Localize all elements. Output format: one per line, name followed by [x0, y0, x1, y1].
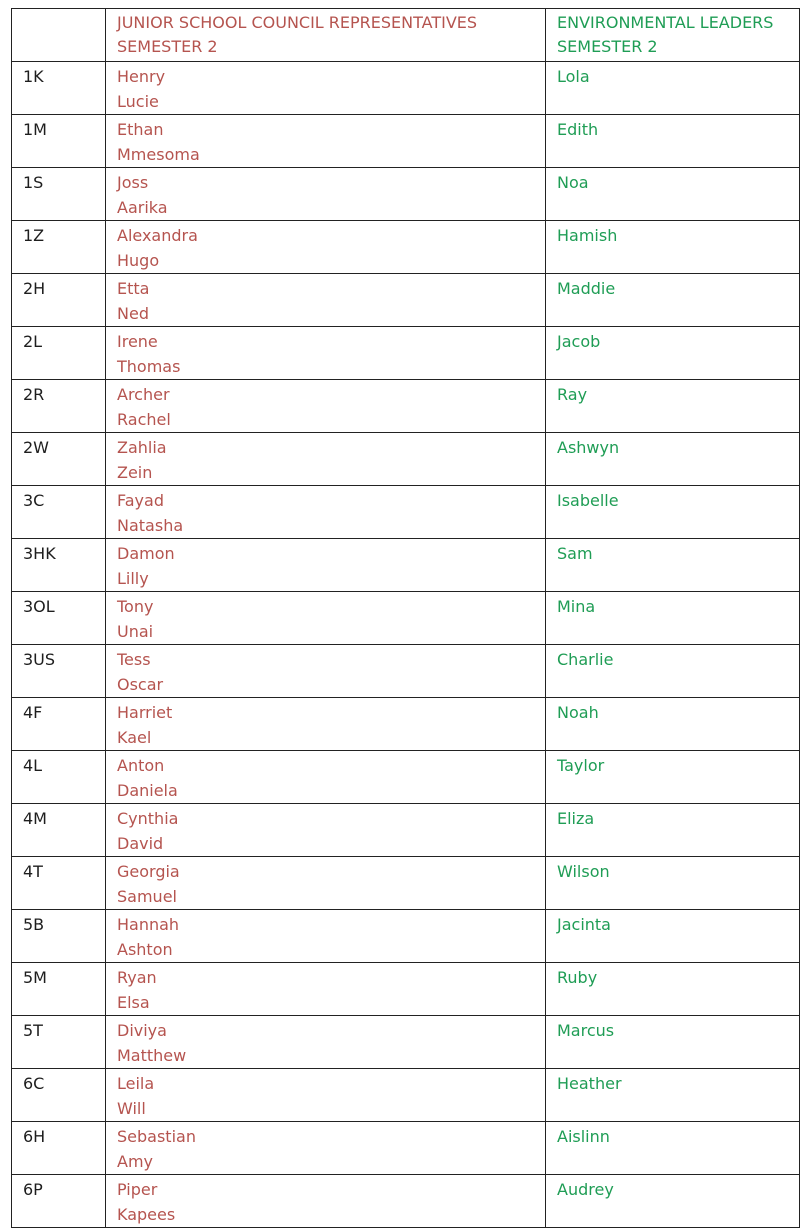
environmental-leader-name: Wilson: [557, 862, 610, 881]
council-cell: [106, 327, 546, 380]
class-cell: [12, 62, 106, 115]
class-cell: [12, 274, 106, 327]
council-representative-name: Diviya: [117, 1021, 167, 1040]
council-cell: [106, 115, 546, 168]
council-representative-name: Daniela: [117, 781, 178, 800]
class-name: 3HK: [23, 544, 56, 563]
council-cell: [106, 645, 546, 698]
environmental-leader-name: Maddie: [557, 279, 616, 298]
class-cell: [12, 698, 106, 751]
council-representative-name: Hannah: [117, 915, 180, 934]
council-cell: [106, 274, 546, 327]
class-cell: [12, 804, 106, 857]
council-cell: [106, 1175, 546, 1228]
council-representative-name: Amy: [117, 1152, 153, 1171]
env-cell: [546, 380, 800, 433]
class-cell: [12, 1122, 106, 1175]
council-representative-name: Tess: [117, 650, 151, 669]
class-cell: [12, 380, 106, 433]
environmental-leader-name: Ashwyn: [557, 438, 620, 457]
class-name: 1Z: [23, 226, 45, 245]
council-cell: [106, 698, 546, 751]
council-representative-name: Irene: [117, 332, 158, 351]
council-representative-name: Thomas: [117, 357, 181, 376]
class-name: 2R: [23, 385, 45, 404]
council-representative-name: Samuel: [117, 887, 177, 906]
council-cell: [106, 910, 546, 963]
table-row: [12, 1069, 800, 1122]
council-cell: [106, 221, 546, 274]
council-representative-name: Elsa: [117, 993, 150, 1012]
env-cell: [546, 910, 800, 963]
class-cell: [12, 963, 106, 1016]
council-representative-name: Aarika: [117, 198, 168, 217]
env-cell: [546, 698, 800, 751]
council-representative-name: Etta: [117, 279, 150, 298]
class-name: 2W: [23, 438, 49, 457]
table-row: [12, 327, 800, 380]
class-cell: [12, 115, 106, 168]
env-cell: [546, 115, 800, 168]
class-name: 5T: [23, 1021, 43, 1040]
council-representative-name: Cynthia: [117, 809, 179, 828]
table-row: [12, 1122, 800, 1175]
council-representative-name: Leila: [117, 1074, 155, 1093]
class-cell: [12, 1016, 106, 1069]
class-cell: [12, 751, 106, 804]
council-cell: [106, 168, 546, 221]
council-representative-name: Tony: [117, 597, 154, 616]
council-cell: [106, 539, 546, 592]
class-cell: [12, 592, 106, 645]
table-row: [12, 486, 800, 539]
class-name: 3OL: [23, 597, 55, 616]
env-cell: [546, 1175, 800, 1228]
council-representative-name: Matthew: [117, 1046, 187, 1065]
council-representative-name: Ned: [117, 304, 149, 323]
class-name: 5M: [23, 968, 47, 987]
council-representative-name: Will: [117, 1099, 146, 1118]
council-representative-name: Lilly: [117, 569, 149, 588]
council-representative-name: Rachel: [117, 410, 171, 429]
environmental-leader-name: Noah: [557, 703, 599, 722]
environmental-leader-name: Jacinta: [557, 915, 611, 934]
env-cell: [546, 592, 800, 645]
table-row: [12, 963, 800, 1016]
council-representative-name: Lucie: [117, 92, 159, 111]
class-name: 4F: [23, 703, 43, 722]
class-name: 3US: [23, 650, 56, 669]
council-cell: [106, 1122, 546, 1175]
class-name: 4M: [23, 809, 47, 828]
table-row: [12, 168, 800, 221]
council-representative-name: Damon: [117, 544, 175, 563]
env-cell: [546, 963, 800, 1016]
environmental-leader-name: Heather: [557, 1074, 622, 1093]
env-cell: [546, 804, 800, 857]
council-cell: [106, 1069, 546, 1122]
table-row: [12, 1175, 800, 1228]
environmental-leader-name: Isabelle: [557, 491, 619, 510]
table-row: [12, 751, 800, 804]
council-cell: [106, 380, 546, 433]
class-name: 6P: [23, 1180, 43, 1199]
council-representative-name: Ryan: [117, 968, 157, 987]
council-cell: [106, 857, 546, 910]
council-representative-name: Georgia: [117, 862, 180, 881]
env-cell: [546, 62, 800, 115]
environmental-leader-name: Sam: [557, 544, 593, 563]
environmental-leader-name: Hamish: [557, 226, 618, 245]
class-cell: [12, 168, 106, 221]
table-row: [12, 910, 800, 963]
env-cell: [546, 645, 800, 698]
env-cell: [546, 168, 800, 221]
table-body: [12, 9, 800, 1228]
council-representative-name: David: [117, 834, 164, 853]
environmental-leader-name: Noa: [557, 173, 589, 192]
council-representative-name: Zein: [117, 463, 153, 482]
table-row: [12, 857, 800, 910]
environmental-leader-name: Marcus: [557, 1021, 615, 1040]
env-cell: [546, 857, 800, 910]
class-name: 5B: [23, 915, 45, 934]
environmental-leader-name: Mina: [557, 597, 596, 616]
header-env-cell: [546, 9, 800, 62]
council-heading-line-1: JUNIOR SCHOOL COUNCIL REPRESENTATIVES: [117, 13, 478, 32]
council-representative-name: Piper: [117, 1180, 158, 1199]
table-row: [12, 539, 800, 592]
environmental-leader-name: Ray: [557, 385, 588, 404]
environmental-leader-name: Ruby: [557, 968, 598, 987]
class-name: 6C: [23, 1074, 45, 1093]
class-cell: [12, 327, 106, 380]
class-cell: [12, 910, 106, 963]
council-representative-name: Natasha: [117, 516, 184, 535]
environmental-leader-name: Lola: [557, 67, 590, 86]
class-cell: [12, 857, 106, 910]
environmental-leader-name: Eliza: [557, 809, 595, 828]
class-name: 1M: [23, 120, 47, 139]
council-cell: [106, 963, 546, 1016]
council-cell: [106, 486, 546, 539]
header-class-cell: [12, 9, 106, 62]
council-cell: [106, 433, 546, 486]
table-row: [12, 433, 800, 486]
council-representative-name: Zahlia: [117, 438, 167, 457]
table-row: [12, 804, 800, 857]
env-cell: [546, 274, 800, 327]
council-representative-name: Fayad: [117, 491, 164, 510]
environmental-leader-name: Aislinn: [557, 1127, 610, 1146]
environmental-leader-name: Jacob: [557, 332, 601, 351]
table-row: [12, 274, 800, 327]
table-row: [12, 698, 800, 751]
env-cell: [546, 221, 800, 274]
env-cell: [546, 327, 800, 380]
class-name: 1K: [23, 67, 44, 86]
class-cell: [12, 645, 106, 698]
env-cell: [546, 751, 800, 804]
council-representative-name: Alexandra: [117, 226, 198, 245]
env-cell: [546, 1122, 800, 1175]
council-representative-name: Harriet: [117, 703, 173, 722]
class-name: 1S: [23, 173, 44, 192]
council-representative-name: Hugo: [117, 251, 160, 270]
class-name: 4L: [23, 756, 43, 775]
table-row: [12, 592, 800, 645]
council-representative-name: Unai: [117, 622, 154, 641]
environmental-leader-name: Charlie: [557, 650, 614, 669]
class-name: 2H: [23, 279, 46, 298]
env-heading-line-2: SEMESTER 2: [557, 37, 658, 56]
council-representative-name: Ethan: [117, 120, 164, 139]
council-representative-name: Kapees: [117, 1205, 176, 1224]
table-row: [12, 62, 800, 115]
env-cell: [546, 486, 800, 539]
class-name: 3C: [23, 491, 45, 510]
environmental-leader-name: Taylor: [557, 756, 605, 775]
table-row: [12, 221, 800, 274]
class-name: 2L: [23, 332, 43, 351]
class-name: 4T: [23, 862, 43, 881]
class-cell: [12, 221, 106, 274]
council-representative-name: Henry: [117, 67, 166, 86]
header-council-cell: [106, 9, 546, 62]
class-cell: [12, 1069, 106, 1122]
table-row: [12, 645, 800, 698]
council-representative-name: Ashton: [117, 940, 173, 959]
council-representative-name: Oscar: [117, 675, 164, 694]
council-representative-name: Joss: [117, 173, 149, 192]
council-representative-name: Archer: [117, 385, 170, 404]
env-heading-line-1: ENVIRONMENTAL LEADERS: [557, 13, 774, 32]
table-row: [12, 1016, 800, 1069]
council-cell: [106, 751, 546, 804]
class-name: 6H: [23, 1127, 46, 1146]
class-cell: [12, 539, 106, 592]
table-row: [12, 380, 800, 433]
env-cell: [546, 1069, 800, 1122]
council-representative-name: Sebastian: [117, 1127, 196, 1146]
table-row: [12, 115, 800, 168]
council-cell: [106, 1016, 546, 1069]
environmental-leader-name: Audrey: [557, 1180, 614, 1199]
representatives-table: [11, 8, 800, 1228]
class-cell: [12, 433, 106, 486]
environmental-leader-name: Edith: [557, 120, 599, 139]
class-cell: [12, 486, 106, 539]
header-row: [12, 9, 800, 62]
council-representative-name: Kael: [117, 728, 152, 747]
env-cell: [546, 433, 800, 486]
council-cell: [106, 62, 546, 115]
council-cell: [106, 804, 546, 857]
class-cell: [12, 1175, 106, 1228]
council-representative-name: Anton: [117, 756, 165, 775]
env-cell: [546, 1016, 800, 1069]
council-representative-name: Mmesoma: [117, 145, 200, 164]
env-cell: [546, 539, 800, 592]
council-cell: [106, 592, 546, 645]
council-heading-line-2: SEMESTER 2: [117, 37, 218, 56]
